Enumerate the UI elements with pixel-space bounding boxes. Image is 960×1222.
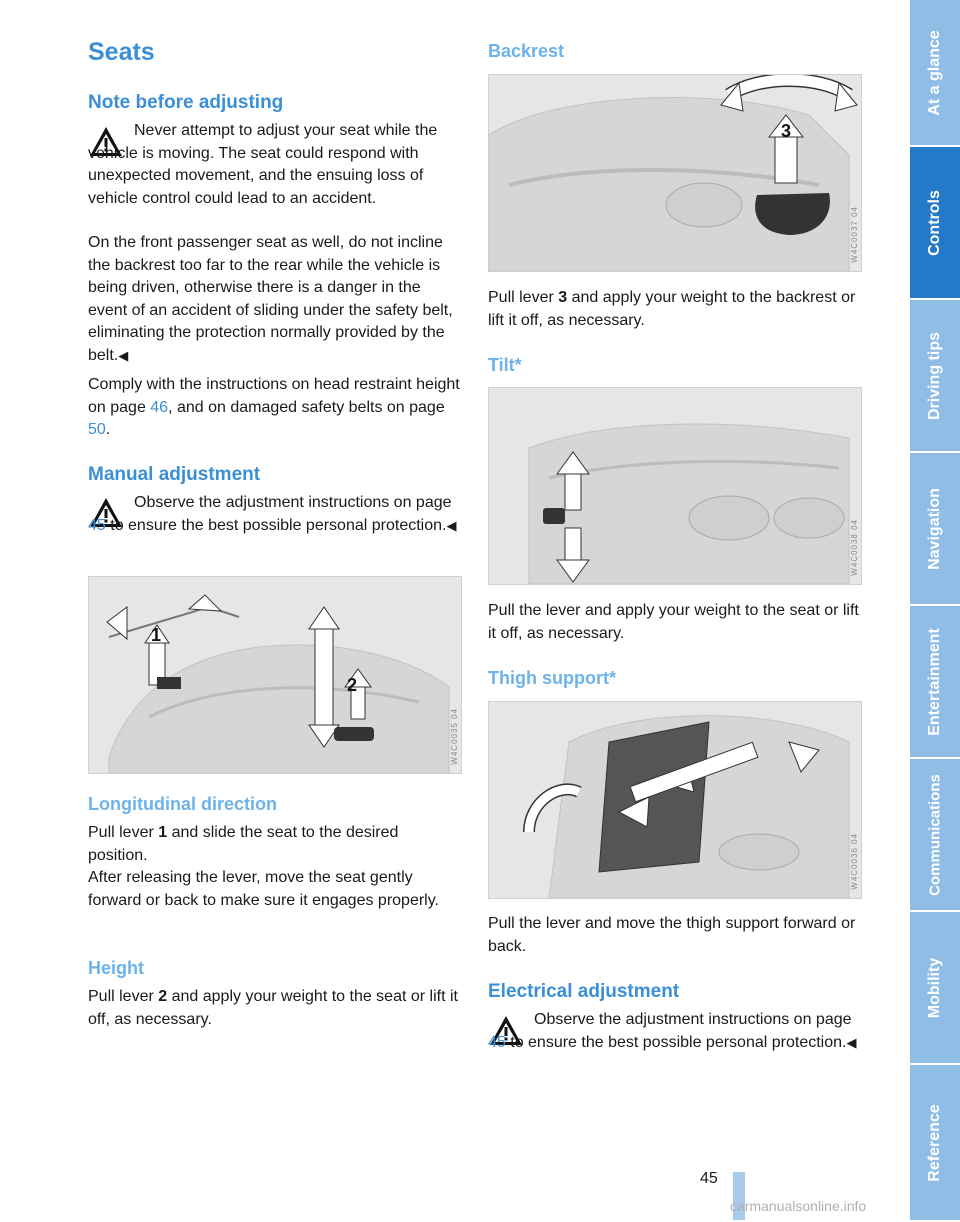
tab-controls[interactable]: Controls	[910, 147, 960, 300]
seat-manual-figure	[88, 576, 462, 774]
tilt-text: Pull the lever and apply your weight to the seat or lift it off, as necessary.	[488, 602, 859, 642]
manual-warning-text: Observe the adjustment instructions on page 45 to ensure the best possible personal protection.◀	[88, 494, 457, 534]
tilt-heading: Tilt*	[488, 355, 522, 375]
seat-manual-illustration	[89, 577, 461, 773]
manual-adjustment-heading: Manual adjustment	[88, 464, 261, 485]
comply-text: Comply with the instructions on head restraint height on page 46, and on damaged safety belts on page 50.	[88, 376, 460, 438]
height-heading: Height	[88, 958, 144, 978]
backrest-text: Pull lever 3 and apply your weight to the backrest or lift it off, as necessary.	[488, 289, 856, 329]
electrical-adjustment-heading: Electrical adjustment	[488, 981, 680, 1002]
note-heading: Note before adjusting	[88, 92, 284, 113]
electrical-warning-text: Observe the adjustment instructions on page 45 to ensure the best possible personal protection.◀	[488, 1011, 857, 1051]
note-warning-text: Never attempt to adjust your seat while the vehicle is moving. The seat could respond with unexpected movement, and the ensuing loss of vehicle control could lead to an accident.	[88, 122, 438, 207]
thigh-support-figure	[488, 701, 862, 899]
tab-mobility[interactable]: Mobility	[910, 912, 960, 1065]
tab-driving-tips[interactable]: Driving tips	[910, 300, 960, 453]
figure-code: W4C0035 04	[450, 708, 459, 765]
section-sidebar	[910, 0, 960, 1220]
tilt-illustration	[489, 388, 861, 584]
tab-at-a-glance[interactable]: At a glance	[910, 0, 960, 147]
tab-reference[interactable]: Reference	[910, 1065, 960, 1222]
thigh-support-heading: Thigh support*	[488, 668, 616, 688]
backrest-illustration	[489, 75, 861, 271]
tilt-figure	[488, 387, 862, 585]
page-link-46[interactable]: 46	[150, 398, 169, 416]
lever-1-label: 1	[151, 625, 162, 645]
page-title: Seats	[88, 38, 155, 66]
note-passenger-text: On the front passenger seat as well, do not incline the backrest too far to the rear while the vehicle is being driven, otherwise there is a danger in the event of an accident of sliding under the safety belt, eliminating the protection normally provided by the belt.◀	[88, 234, 453, 364]
lever-3-label: 3	[781, 121, 792, 141]
tab-communications[interactable]: Communications	[910, 759, 960, 912]
end-mark: ◀	[118, 347, 129, 363]
height-text: Pull lever 2 and apply your weight to the seat or lift it off, as necessary.	[88, 988, 458, 1028]
page-number: 45	[700, 1170, 718, 1187]
longitudinal-text: Pull lever 1 and slide the seat to the desired position.	[88, 824, 399, 864]
tab-navigation[interactable]: Navigation	[910, 453, 960, 606]
thigh-support-illustration	[489, 702, 861, 898]
backrest-figure	[488, 74, 862, 272]
longitudinal-heading: Longitudinal direction	[88, 794, 277, 814]
figure-code: W4C0038 04	[850, 519, 859, 576]
page-link-50[interactable]: 50	[88, 421, 106, 438]
thigh-support-text: Pull the lever and move the thigh support forward or back.	[488, 915, 856, 955]
lever-2-label: 2	[347, 675, 358, 695]
footer-watermark: carmanualsonline.info	[730, 1198, 867, 1214]
page-link-45[interactable]: 45	[88, 516, 106, 534]
figure-code: W4C0037 04	[850, 206, 859, 263]
figure-code: W4C0036 04	[850, 833, 859, 890]
page-link-45[interactable]: 45	[488, 1033, 506, 1051]
longitudinal-text-2: After releasing the lever, move the seat gently forward or back to make sure it engages properly.	[88, 869, 439, 909]
backrest-heading: Backrest	[488, 41, 565, 61]
tab-entertainment[interactable]: Entertainment	[910, 606, 960, 759]
